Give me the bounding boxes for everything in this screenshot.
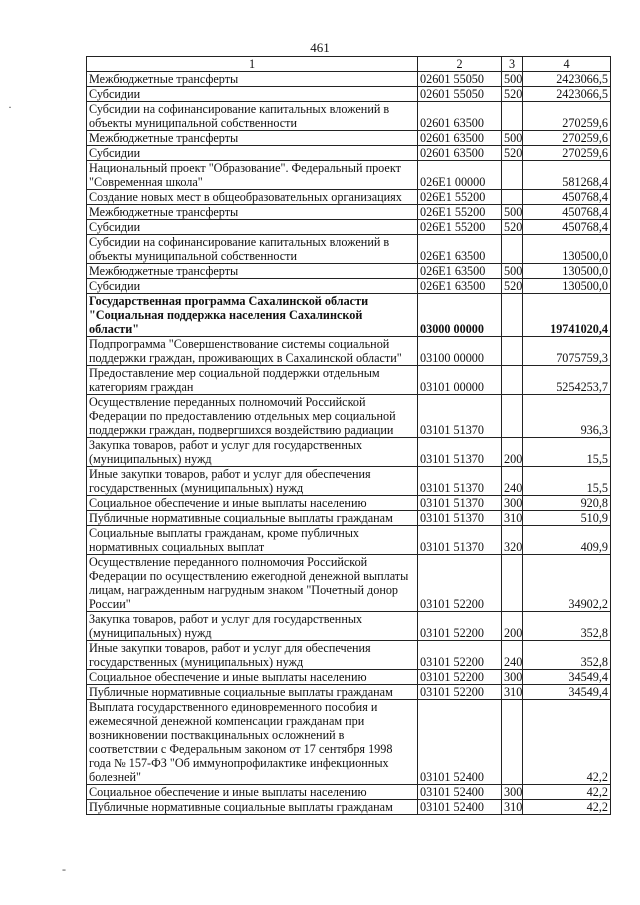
table-row — [87, 641, 611, 670]
row-amount: 270259,6 — [523, 131, 611, 146]
table-row — [87, 294, 611, 337]
row-code: 02601 55050 — [418, 87, 502, 102]
row-name: Подпрограмма "Совершенствование системы социальной поддержки граждан, проживающих в Сахалинской области" — [87, 337, 418, 366]
row-code: 026E1 63500 — [418, 279, 502, 294]
row-amount: 450768,4 — [523, 220, 611, 235]
row-kvr — [502, 190, 523, 205]
row-name: Социальное обеспечение и иные выплаты населению — [87, 670, 418, 685]
row-amount: 130500,0 — [523, 279, 611, 294]
row-code: 03101 52200 — [418, 641, 502, 670]
row-kvr — [502, 395, 523, 438]
row-amount: 19741020,4 — [523, 294, 611, 337]
row-name: Социальные выплаты гражданам, кроме публичных нормативных социальных выплат — [87, 526, 418, 555]
row-name: Закупка товаров, работ и услуг для государственных (муниципальных) нужд — [87, 612, 418, 641]
row-code: 03100 00000 — [418, 337, 502, 366]
row-kvr: 300 — [502, 785, 523, 800]
row-amount: 42,2 — [523, 785, 611, 800]
row-name: Создание новых мест в общеобразовательных организациях — [87, 190, 418, 205]
table-row — [87, 205, 611, 220]
row-kvr — [502, 366, 523, 395]
row-amount: 5254253,7 — [523, 366, 611, 395]
row-kvr — [502, 700, 523, 785]
row-kvr — [502, 161, 523, 190]
row-code: 026E1 63500 — [418, 235, 502, 264]
table-row — [87, 337, 611, 366]
table-row — [87, 87, 611, 102]
table-row — [87, 264, 611, 279]
table-row — [87, 72, 611, 87]
table-row — [87, 220, 611, 235]
table-row — [87, 785, 611, 800]
table-body — [87, 72, 611, 815]
row-name: Межбюджетные трансферты — [87, 264, 418, 279]
row-name: Выплата государственного единовременного пособия и ежемесячной денежной компенсации гражданам при возникновении поствакцинальных осложнений в соответствии с Федеральным законом от 17 сентября 1998 года № 157-ФЗ "Об иммунопрофилактике инфекционных болезней" — [87, 700, 418, 785]
row-code: 026E1 55200 — [418, 220, 502, 235]
row-kvr: 310 — [502, 685, 523, 700]
row-amount: 270259,6 — [523, 102, 611, 131]
row-code: 03101 52400 — [418, 700, 502, 785]
row-name: Субсидии на софинансирование капитальных вложений в объекты муниципальной собственности — [87, 102, 418, 131]
row-name: Иные закупки товаров, работ и услуг для обеспечения государственных (муниципальных) нужд — [87, 641, 418, 670]
row-amount: 450768,4 — [523, 205, 611, 220]
row-name: Субсидии — [87, 146, 418, 161]
row-code: 03101 52200 — [418, 612, 502, 641]
row-amount: 581268,4 — [523, 161, 611, 190]
table-row — [87, 670, 611, 685]
row-name: Социальное обеспечение и иные выплаты населению — [87, 785, 418, 800]
header-row — [87, 57, 611, 72]
table-row — [87, 102, 611, 131]
row-code: 026E1 00000 — [418, 161, 502, 190]
row-name: Осуществление переданных полномочий Российской Федерации по предоставлению отдельных мер социальной поддержки граждан, подвергшихся воздействию радиации — [87, 395, 418, 438]
row-amount: 352,8 — [523, 641, 611, 670]
row-code: 026E1 63500 — [418, 264, 502, 279]
row-kvr: 500 — [502, 205, 523, 220]
row-amount: 34549,4 — [523, 685, 611, 700]
row-code: 02601 63500 — [418, 146, 502, 161]
table-row — [87, 612, 611, 641]
row-amount: 936,3 — [523, 395, 611, 438]
row-amount: 352,8 — [523, 612, 611, 641]
row-name: Осуществление переданного полномочия Российской Федерации по осуществлению ежегодной денежной выплаты лицам, награжденным нагрудным знаком "Почетный донор России" — [87, 555, 418, 612]
row-code: 02601 55050 — [418, 72, 502, 87]
row-kvr — [502, 102, 523, 131]
row-name: Субсидии — [87, 279, 418, 294]
row-name: Государственная программа Сахалинской области "Социальная поддержка населения Сахалинской области" — [87, 294, 418, 337]
row-kvr: 200 — [502, 612, 523, 641]
row-name: Субсидии — [87, 220, 418, 235]
row-code: 03101 51370 — [418, 496, 502, 511]
row-name: Предоставление мер социальной поддержки отдельным категориям граждан — [87, 366, 418, 395]
table-row — [87, 131, 611, 146]
row-code: 03101 00000 — [418, 366, 502, 395]
table-row — [87, 800, 611, 815]
scan-mark: - — [62, 862, 66, 876]
row-amount: 42,2 — [523, 800, 611, 815]
row-code: 02601 63500 — [418, 102, 502, 131]
row-amount: 2423066,5 — [523, 72, 611, 87]
row-code: 03101 51370 — [418, 395, 502, 438]
row-name: Межбюджетные трансферты — [87, 205, 418, 220]
row-amount: 450768,4 — [523, 190, 611, 205]
table-row — [87, 511, 611, 526]
table-row — [87, 555, 611, 612]
table-row — [87, 496, 611, 511]
row-code: 03101 52200 — [418, 555, 502, 612]
row-kvr: 520 — [502, 220, 523, 235]
row-amount: 15,5 — [523, 438, 611, 467]
row-amount: 34549,4 — [523, 670, 611, 685]
row-kvr: 500 — [502, 72, 523, 87]
table-row — [87, 235, 611, 264]
row-name: Субсидии — [87, 87, 418, 102]
row-name: Социальное обеспечение и иные выплаты населению — [87, 496, 418, 511]
table-row — [87, 146, 611, 161]
row-kvr: 500 — [502, 131, 523, 146]
row-code: 03101 51370 — [418, 467, 502, 496]
page-number: 461 — [310, 40, 330, 55]
row-name: Закупка товаров, работ и услуг для государственных (муниципальных) нужд — [87, 438, 418, 467]
row-kvr — [502, 294, 523, 337]
row-name: Межбюджетные трансферты — [87, 72, 418, 87]
table-row — [87, 366, 611, 395]
row-amount: 15,5 — [523, 467, 611, 496]
row-code: 03101 52200 — [418, 685, 502, 700]
row-code: 03101 52400 — [418, 785, 502, 800]
table-row — [87, 685, 611, 700]
row-name: Публичные нормативные социальные выплаты гражданам — [87, 511, 418, 526]
row-kvr: 240 — [502, 641, 523, 670]
row-kvr — [502, 235, 523, 264]
row-amount: 130500,0 — [523, 235, 611, 264]
header-col-2: 2 — [418, 57, 502, 72]
header-col-4: 4 — [523, 57, 611, 72]
header-col-1: 1 — [87, 57, 418, 72]
table-row — [87, 467, 611, 496]
table-row — [87, 190, 611, 205]
row-amount: 34902,2 — [523, 555, 611, 612]
row-name: Межбюджетные трансферты — [87, 131, 418, 146]
row-code: 02601 63500 — [418, 131, 502, 146]
row-code: 03101 52400 — [418, 800, 502, 815]
row-kvr: 300 — [502, 670, 523, 685]
table-row — [87, 395, 611, 438]
table-row — [87, 161, 611, 190]
row-amount: 270259,6 — [523, 146, 611, 161]
row-amount: 7075759,3 — [523, 337, 611, 366]
row-amount: 920,8 — [523, 496, 611, 511]
row-name: Публичные нормативные социальные выплаты гражданам — [87, 800, 418, 815]
table-row — [87, 279, 611, 294]
row-kvr: 500 — [502, 264, 523, 279]
row-name: Национальный проект "Образование". Федеральный проект "Современная школа" — [87, 161, 418, 190]
scan-mark: · — [8, 100, 12, 114]
row-amount: 510,9 — [523, 511, 611, 526]
row-amount: 130500,0 — [523, 264, 611, 279]
table-row — [87, 526, 611, 555]
table-row — [87, 700, 611, 785]
row-kvr: 520 — [502, 279, 523, 294]
row-kvr: 310 — [502, 511, 523, 526]
row-kvr: 240 — [502, 467, 523, 496]
row-kvr: 300 — [502, 496, 523, 511]
row-name: Публичные нормативные социальные выплаты гражданам — [87, 685, 418, 700]
row-code: 03101 51370 — [418, 511, 502, 526]
table-row — [87, 438, 611, 467]
row-name: Субсидии на софинансирование капитальных вложений в объекты муниципальной собственности — [87, 235, 418, 264]
row-name: Иные закупки товаров, работ и услуг для обеспечения государственных (муниципальных) нужд — [87, 467, 418, 496]
row-kvr: 520 — [502, 87, 523, 102]
row-kvr — [502, 555, 523, 612]
row-kvr — [502, 337, 523, 366]
row-kvr: 320 — [502, 526, 523, 555]
row-code: 026E1 55200 — [418, 190, 502, 205]
row-kvr: 310 — [502, 800, 523, 815]
row-code: 03101 51370 — [418, 438, 502, 467]
header-col-3: 3 — [502, 57, 523, 72]
row-amount: 409,9 — [523, 526, 611, 555]
budget-table — [86, 56, 611, 815]
row-kvr: 520 — [502, 146, 523, 161]
row-code: 03101 51370 — [418, 526, 502, 555]
row-amount: 42,2 — [523, 700, 611, 785]
row-code: 026E1 55200 — [418, 205, 502, 220]
row-amount: 2423066,5 — [523, 87, 611, 102]
row-code: 03000 00000 — [418, 294, 502, 337]
row-kvr: 200 — [502, 438, 523, 467]
row-code: 03101 52200 — [418, 670, 502, 685]
